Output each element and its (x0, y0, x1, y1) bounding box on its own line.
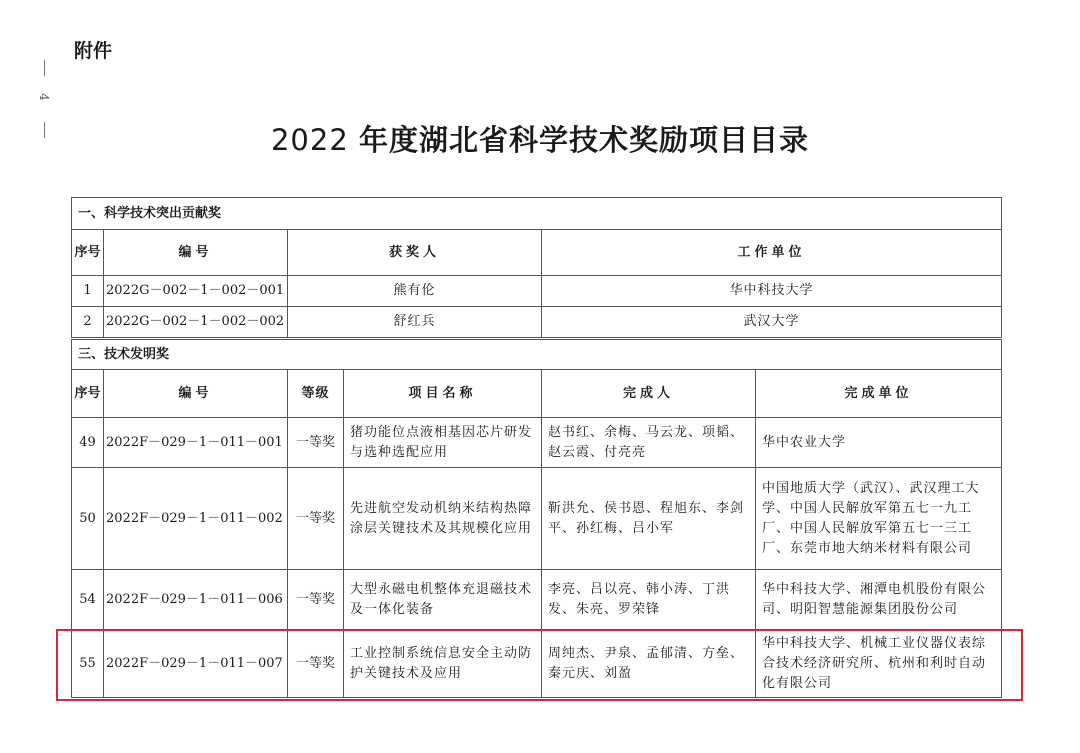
cell-seq: 54 (72, 570, 104, 630)
col-header-contributors: 完成人 (542, 370, 756, 418)
cell-project: 工业控制系统信息安全主动防护关键技术及应用 (344, 630, 542, 698)
cell-awardee: 舒红兵 (288, 307, 542, 338)
cell-organization: 华中科技大学、湘潭电机股份有限公司、明阳智慧能源集团股份公司 (756, 570, 1002, 630)
col-header-awardee: 获奖人 (288, 230, 542, 276)
cell-project: 大型永磁电机整体充退磁技术及一体化装备 (344, 570, 542, 630)
section-heading: 三、技术发明奖 (72, 340, 1002, 370)
col-header-level: 等级 (288, 370, 344, 418)
table-row (72, 276, 1002, 307)
cell-seq: 2 (72, 307, 104, 338)
page-title (0, 118, 1080, 159)
margin-tick-top (44, 60, 45, 76)
table-row (72, 570, 1002, 630)
table-row (72, 307, 1002, 338)
cell-project: 先进航空发动机纳米结构热障涂层关键技术及其规模化应用 (344, 468, 542, 570)
col-header-seq: 序号 (72, 230, 104, 276)
col-header-seq: 序号 (72, 370, 104, 418)
cell-organization: 华中农业大学 (756, 418, 1002, 468)
cell-code: 2022F－029－1－011－002 (104, 468, 288, 570)
table-row (72, 468, 1002, 570)
cell-seq: 55 (72, 630, 104, 698)
cell-code: 2022F－029－1－011－006 (104, 570, 288, 630)
cell-code: 2022G－002－1－002－002 (104, 307, 288, 338)
cell-level: 一等奖 (288, 630, 344, 698)
cell-code: 2022G－002－1－002－001 (104, 276, 288, 307)
cell-project: 猪功能位点液相基因芯片研发与选种选配应用 (344, 418, 542, 468)
cell-organization: 武汉大学 (542, 307, 1002, 338)
cell-organization: 华中科技大学、机械工业仪器仪表综合技术经济研究所、杭州和利时自动化有限公司 (756, 630, 1002, 698)
cell-level: 一等奖 (288, 468, 344, 570)
title-text: 年度湖北省科学技术奖励项目目录 (359, 123, 810, 157)
cell-level: 一等奖 (288, 570, 344, 630)
cell-contributors: 靳洪允、侯书恩、程旭东、李剑平、孙红梅、吕小军 (542, 468, 756, 570)
cell-code: 2022F－029－1－011－007 (104, 630, 288, 698)
col-header-code: 编号 (104, 370, 288, 418)
table-row (72, 418, 1002, 468)
col-header-project: 项目名称 (344, 370, 542, 418)
technology-invention-award-table (71, 339, 1002, 698)
cell-seq: 49 (72, 418, 104, 468)
col-header-code: 编号 (104, 230, 288, 276)
cell-organization: 华中科技大学 (542, 276, 1002, 307)
col-header-organization: 完成单位 (756, 370, 1002, 418)
cell-organization: 中国地质大学（武汉）、武汉理工大学、中国人民解放军第五七一九工厂、中国人民解放军第五七一三工厂、东莞市地大纳米材料有限公司 (756, 468, 1002, 570)
col-header-organization: 工作单位 (542, 230, 1002, 276)
cell-seq: 50 (72, 468, 104, 570)
margin-page-number: 4 (36, 93, 51, 101)
table-row-highlighted (72, 630, 1002, 698)
cell-level: 一等奖 (288, 418, 344, 468)
cell-seq: 1 (72, 276, 104, 307)
attachment-label: 附件 (74, 40, 113, 62)
cell-contributors: 周纯杰、尹泉、孟郁清、方垒、秦元庆、刘盈 (542, 630, 756, 698)
title-year: 2022 (270, 123, 349, 157)
section-heading: 一、科学技术突出贡献奖 (72, 198, 1002, 230)
cell-contributors: 李亮、吕以亮、韩小涛、丁洪发、朱亮、罗荣锋 (542, 570, 756, 630)
science-contribution-award-table (71, 197, 1002, 338)
cell-awardee: 熊有伦 (288, 276, 542, 307)
cell-contributors: 赵书红、余梅、马云龙、项韬、赵云霞、付亮亮 (542, 418, 756, 468)
cell-code: 2022F－029－1－011－001 (104, 418, 288, 468)
